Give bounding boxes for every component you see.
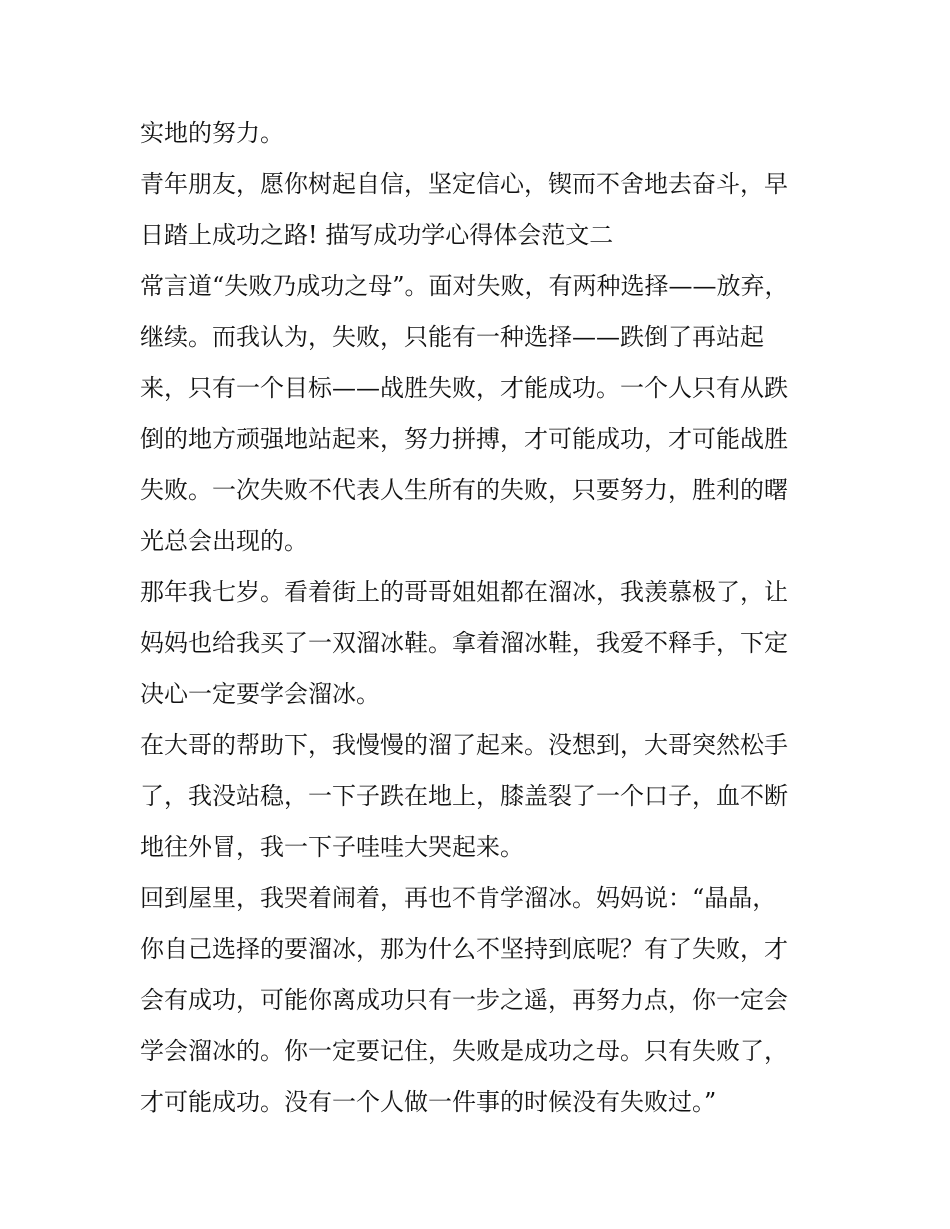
text-line: 地往外冒，我一下子哇哇大哭起来。 bbox=[140, 833, 524, 861]
text-line: 来，只有一个目标——战胜失败，才能成功。一个人只有从跌 bbox=[140, 374, 788, 402]
text-line: 了，我没站稳，一下子跌在地上，膝盖裂了一个口子，血不断 bbox=[140, 782, 788, 810]
text-line: 在大哥的帮助下，我慢慢的溜了起来。没想到，大哥突然松手 bbox=[140, 731, 788, 759]
text-line: 会有成功，可能你离成功只有一步之遥，再努力点，你一定会 bbox=[140, 986, 788, 1014]
document-body bbox=[140, 108, 820, 1128]
text-line: 妈妈也给我买了一双溜冰鞋。拿着溜冰鞋，我爱不释手，下定 bbox=[140, 629, 788, 657]
text-line: 回到屋里，我哭着闹着，再也不肯学溜冰。妈妈说：“晶晶， bbox=[140, 884, 777, 912]
text-line: 你自己选择的要溜冰，那为什么不坚持到底呢？有了失败，才 bbox=[140, 935, 788, 963]
text-line: 学会溜冰的。你一定要记住，失败是成功之母。只有失败了， bbox=[140, 1037, 788, 1065]
text-line: 日踏上成功之路! 描写成功学心得体会范文二 bbox=[140, 221, 614, 249]
text-line: 常言道“失败乃成功之母”。面对失败，有两种选择——放弃， bbox=[140, 272, 789, 300]
text-line: 那年我七岁。看着街上的哥哥姐姐都在溜冰，我羡慕极了，让 bbox=[140, 578, 788, 606]
text-line: 光总会出现的。 bbox=[140, 527, 308, 555]
text-line: 倒的地方顽强地站起来，努力拼搏，才可能成功，才可能战胜 bbox=[140, 425, 788, 453]
text-line: 实地的努力。 bbox=[140, 119, 284, 147]
text-line: 青年朋友，愿你树起自信，坚定信心，锲而不舍地去奋斗，早 bbox=[140, 170, 788, 198]
text-line: 失败。一次失败不代表人生所有的失败，只要努力，胜利的曙 bbox=[140, 476, 788, 504]
text-line: 决心一定要学会溜冰。 bbox=[140, 680, 380, 708]
text-line: 继续。而我认为，失败，只能有一种选择——跌倒了再站起 bbox=[140, 323, 764, 351]
text-line: 才可能成功。没有一个人做一件事的时候没有失败过。” bbox=[140, 1088, 717, 1116]
